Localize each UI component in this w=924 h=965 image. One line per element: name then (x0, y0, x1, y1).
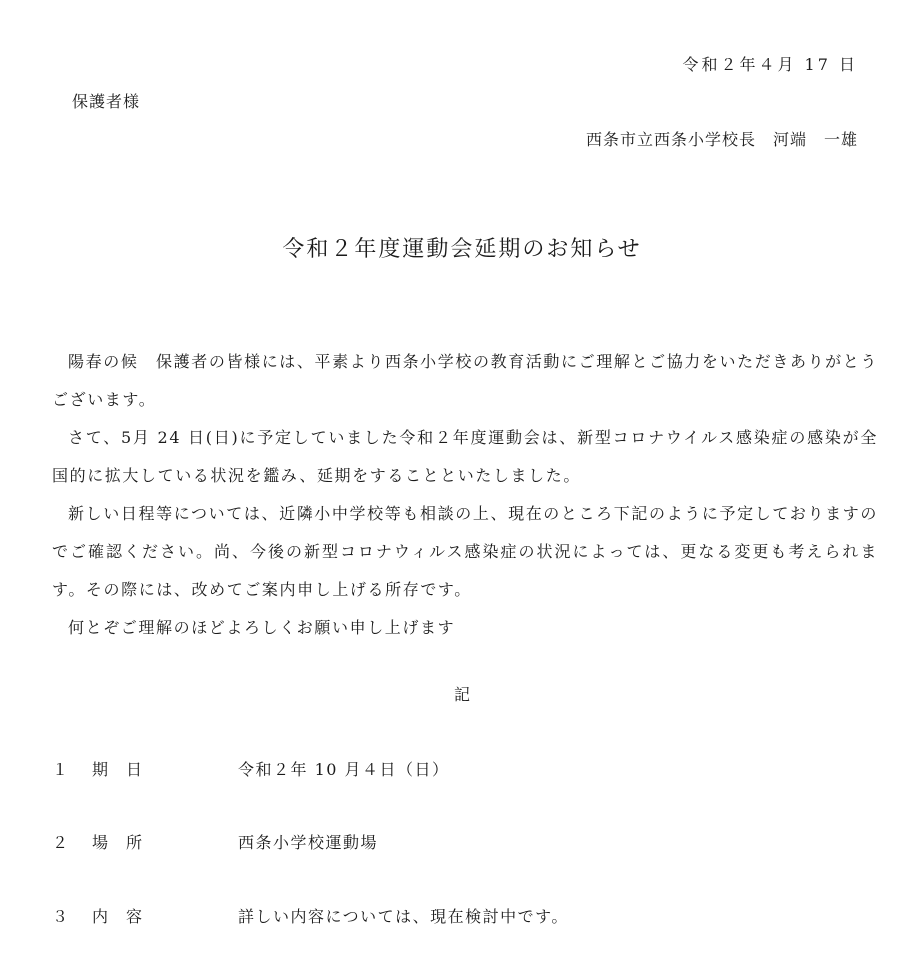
paragraph-postponement: さて、5月 24 日(日)に予定していました令和２年度運動会は、新型コロナウイルス感染症の感染が全国的に拡大している状況を鑑み、延期をすることといたしました。 (52, 428, 878, 485)
paragraph-closing: 何とぞご理解のほどよろしくお願い申し上げます (68, 618, 456, 637)
paragraph-new-schedule: 新しい日程等については、近隣小中学校等も相談の上、現在のところ下記のように予定しておりますのでご確認ください。尚、今後の新型コロナウィルス感染症の状況によっては、更なる変更も考えられます。その際には、改めてご案内申し上げる所存です。 (52, 504, 878, 599)
item-label: 内容 (92, 907, 161, 926)
item-label: 期日 (92, 760, 161, 779)
item-date (52, 757, 872, 781)
body-text (52, 343, 878, 647)
ki-heading: 記 (453, 685, 470, 704)
item-place (52, 830, 872, 854)
sender: 西条市立西条小学校長 河端 一雄 (585, 130, 858, 149)
recipient: 保護者様 (72, 92, 141, 111)
document-title: 令和２年度運動会延期のお知らせ (282, 237, 642, 262)
item-value: 西条小学校運動場 (238, 833, 379, 852)
item-number: １ (52, 760, 69, 779)
item-number: ３ (52, 907, 69, 926)
item-label: 場所 (92, 833, 161, 852)
issue-date: 令和２年４月 17 日 (682, 55, 858, 74)
item-number: ２ (52, 833, 69, 852)
item-value: 詳しい内容については、現在検討中です。 (238, 907, 569, 926)
paragraph-greeting: 陽春の候 保護者の皆様には、平素より西条小学校の教育活動にご理解とご協力をいただきありがとうございます。 (52, 352, 878, 409)
item-value: 令和２年 10 月４日（日） (238, 760, 450, 779)
item-content (52, 904, 872, 928)
